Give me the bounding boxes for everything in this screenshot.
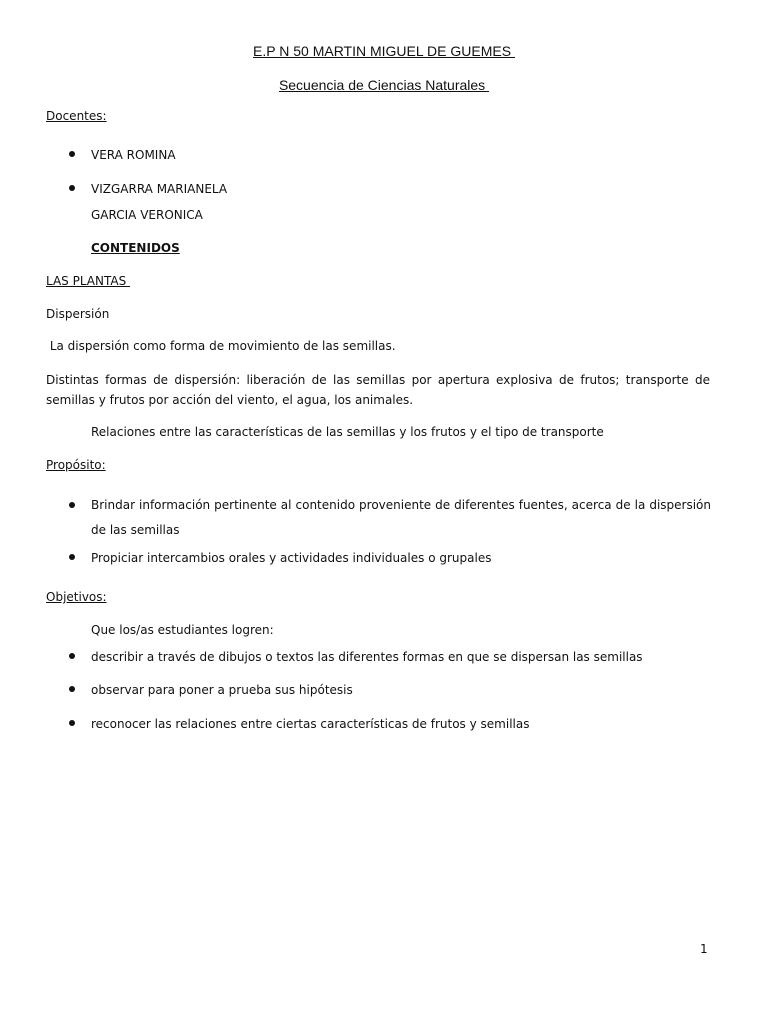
bullet-icon	[69, 647, 77, 655]
objetivos-intro: Que los/as estudiantes logren:	[91, 623, 274, 637]
bullet-icon	[69, 179, 77, 187]
docente-item: VIZGARRA MARIANELA	[91, 182, 228, 196]
docente-item: VERA ROMINA	[91, 148, 176, 162]
objetivos-heading: Objetivos:	[46, 590, 107, 604]
content-line: Relaciones entre las características de las semillas y los frutos y el tipo de transporte	[91, 425, 604, 439]
contenidos-heading: CONTENIDOS	[91, 241, 180, 255]
bullet-icon	[69, 145, 77, 153]
proposito-item: Propiciar intercambios orales y actividades individuales o grupales	[91, 551, 492, 565]
docentes-heading: Docentes:	[46, 109, 107, 123]
document-title: E.P N 50 MARTIN MIGUEL DE GUEMES	[253, 43, 515, 59]
proposito-heading: Propósito:	[46, 458, 106, 472]
bullet-icon	[69, 714, 77, 722]
subtopic: Dispersión	[46, 307, 110, 321]
bullet-icon	[69, 496, 77, 504]
content-paragraph: Distintas formas de dispersión: liberación de las semillas por apertura explosiva de frutos; transporte de semillas y frutos por acción del viento, el agua, los animales.	[46, 373, 710, 407]
docente-item: GARCIA VERONICA	[91, 208, 203, 222]
objetivo-item: reconocer las relaciones entre ciertas características de frutos y semillas	[91, 717, 530, 731]
objetivo-item: describir a través de dibujos o textos las diferentes formas en que se dispersan las semillas	[91, 650, 643, 664]
proposito-item: Brindar información pertinente al contenido proveniente de diferentes fuentes, acerca de la dispersión de las semillas	[91, 498, 711, 537]
content-line: La dispersión como forma de movimiento de las semillas.	[46, 339, 396, 353]
bullet-icon	[69, 548, 77, 556]
page-number: 1	[700, 942, 708, 956]
document-subtitle: Secuencia de Ciencias Naturales	[278, 77, 490, 93]
topic-heading: LAS PLANTAS	[46, 274, 131, 288]
bullet-icon	[69, 680, 77, 688]
objetivo-item: observar para poner a prueba sus hipótesis	[91, 683, 353, 697]
